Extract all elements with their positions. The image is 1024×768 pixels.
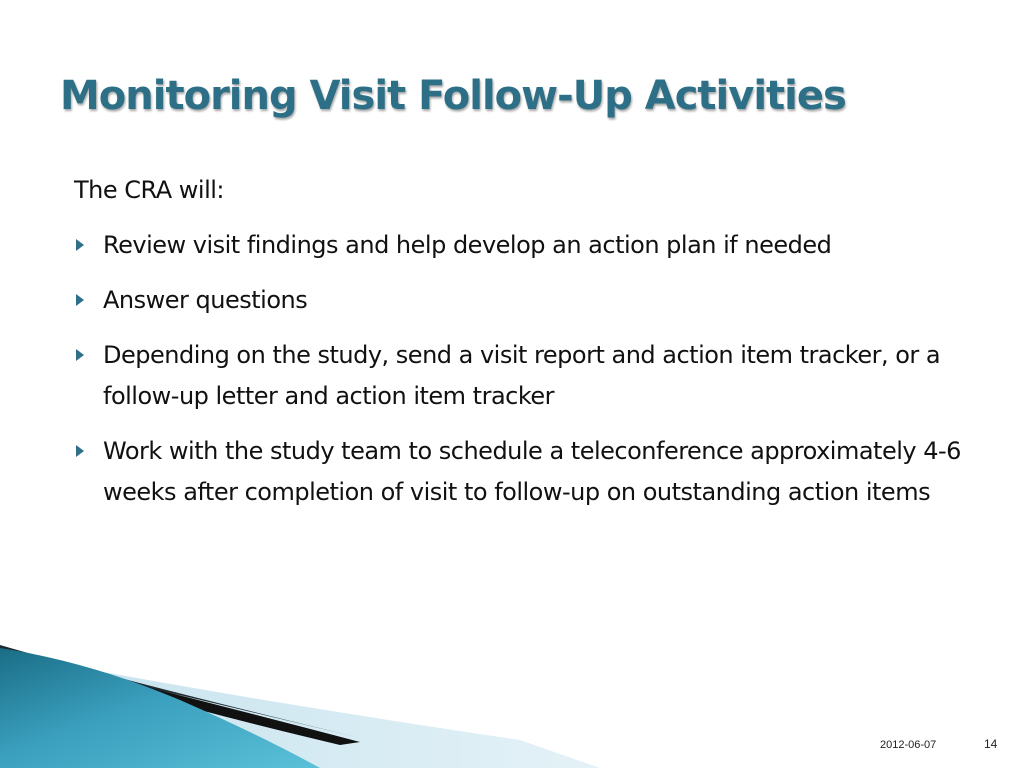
- bullet-text-4: Work with the study team to schedule a teleconference approximately 4-6 weeks after completion of visit to follow-up on outstanding action items: [103, 437, 961, 506]
- footer-date: 2012-06-07: [880, 739, 937, 751]
- page-number: 14: [984, 737, 998, 751]
- intro-text: The CRA will:: [74, 176, 224, 204]
- bullet-text-1: Review visit findings and help develop an action plan if needed: [103, 231, 832, 259]
- bullet-text-3: Depending on the study, send a visit report and action item tracker, or a follow-up letter and action item tracker: [103, 341, 941, 410]
- bullet-text-2: Answer questions: [103, 286, 308, 314]
- slide-title: Monitoring Visit Follow-Up Activities: [60, 73, 846, 119]
